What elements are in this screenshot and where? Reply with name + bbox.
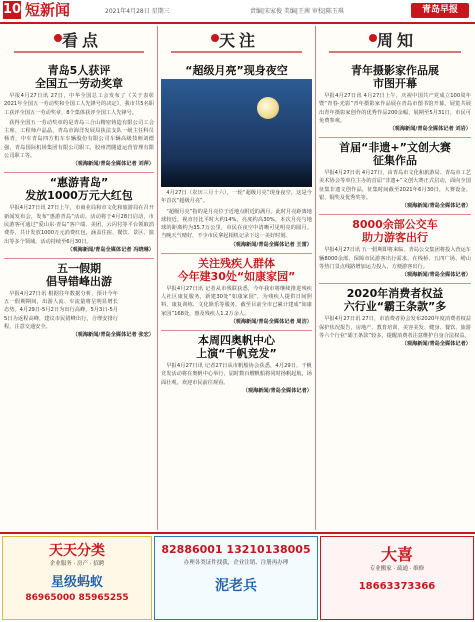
- column-kandian: [4, 24, 154, 530]
- story-source: （观海新闻/青岛全媒体记者 王雷）: [230, 241, 312, 248]
- ad-brand: 泥老兵: [215, 578, 257, 594]
- header-char: 天: [219, 31, 236, 50]
- ad-line: 企业服务 · 房产 · 招聘: [49, 561, 105, 567]
- story-title: 青岛5人获评 全国五一劳动奖章: [35, 64, 123, 90]
- story-title: 8000余部公交车 助力游客出行: [352, 218, 438, 245]
- ad-phone: 18663373366: [358, 581, 436, 592]
- column-divider: [157, 26, 158, 530]
- header-char: 知: [397, 31, 414, 50]
- story-divider: [4, 172, 154, 173]
- header-char: 周: [377, 31, 394, 50]
- story-body: 早报4月27日讯 五一假期即将来临，青岛公交集团将投入营运车辆8000余部，保障市民游客出行需求。在栈桥、五四广场、崂山等热门景点线路增加运力投入，方便游客出行。: [319, 247, 471, 270]
- header-char: 注: [239, 31, 256, 50]
- story-body: 早报4月27日讯 27日，市消费者协会发布2020年度消费者权益保护状况报告，房地产、教育培训、美容美发、健身、餐饮、旅游等六个行业“霸王条款”较多，提醒消费者注意维护自身合法权益。: [319, 316, 471, 339]
- story-divider: [319, 214, 471, 215]
- story-body: 早报4月27日讯 4月27日，由青岛市文化和旅游局、青岛市工艺美术协会等单位主办的首届“非遗+”文创大赛正式启动，面向全国征集非遗文创作品，征集时间截至2021年6月30日，大赛设金、银、铜奖及优秀奖等。: [319, 170, 471, 202]
- story-body: 早报4月27日讯 27日，中华全国总工会发布了《关于表彰2021年全国五一劳动奖和全国工人先锋号的决定》，我市共5名职工获评全国五一劳动奖章，8个集体获评全国工人先锋号。: [4, 93, 154, 116]
- column-guanzhu: [161, 24, 312, 530]
- story-divider: [161, 330, 312, 331]
- story-body: 早报4月27日讯 4月27日上午，庆祝中国共产党成立100周年暨“青春·光影”青年摄影家作品展在青岛市图书馆开幕。展览共展出青年摄影家创作的优秀作品200余幅，展期至5月31日，市民可免费参观。: [319, 93, 471, 124]
- column-zhouzhi: [319, 24, 471, 530]
- story-title: “惠游青岛” 发放1000万元大红包: [25, 176, 133, 203]
- moving-ad: [320, 536, 474, 620]
- section-name: 短新闻: [25, 1, 71, 19]
- page-number: 10: [3, 2, 22, 17]
- header-rule: [329, 51, 461, 53]
- photo-caption: 4月27日（农历三月十六），一轮“超级月亮”现身夜空，这是今年首次“超级月亮”。: [161, 190, 312, 205]
- story-title: 2020年消费者权益 六行业“霸王条款”多: [343, 287, 447, 314]
- column-header: [161, 24, 312, 62]
- story-body: 早报4月27日讯 记者27日从市帆船协会获悉，4月29日，千帆竞发活动将在奥帆中心举行，届时数百艘帆船将同时扬帆起航，场面壮观，欢迎市民前往观看。: [161, 362, 312, 386]
- editors-line: 责编|宋家俊 美编|王茜 审校|陈玉琪: [250, 8, 344, 15]
- date-line: 2021年4月28日 星期三: [105, 8, 170, 15]
- column-divider: [315, 26, 316, 530]
- story-title: 本周四奥帆中心 上演“千帆竞发”: [196, 333, 277, 360]
- story-source: （观海新闻/青岛全媒体记者）: [242, 387, 312, 394]
- story-title: “超级月亮”现身夜空: [185, 64, 288, 77]
- masthead: [0, 0, 475, 24]
- header-rule: [171, 51, 302, 53]
- story-divider: [319, 137, 471, 138]
- ad-phone: 86965000 85965255: [25, 593, 129, 603]
- story-title: 青年摄影家作品展 市图开幕: [351, 64, 439, 90]
- ad-brand: 大喜: [380, 545, 413, 564]
- ad-phone: 82886001 13210138005: [161, 543, 311, 556]
- classified-ad: [2, 536, 152, 620]
- story-title: 五一假期 倡导错峰出游: [46, 261, 112, 288]
- story-source: （观海新闻/青岛全媒体记者 刘岩）: [389, 126, 471, 133]
- story-body: 早报4月27日讯 根据往年数据分析，预计今年五一假期期间，出游人流、车流量将呈明显增长态势。4月29日-5月2日为出行高峰，5月3日-5月5日为返程高峰，建议市民错峰出行，合理安排行程，注意交通安全。: [4, 290, 118, 331]
- ad-line: 专业搬家 · 疏通 · 维修: [369, 566, 425, 572]
- story-body: “超级月亮”指的是月亮位于近地点附近的满月。此时月亮距离地球较近，视直径比平时大约14%，亮度约高30%。本次月亮与地球的距离约为35.7万公里，市民在夜空中清晰可见明亮的圆月。当晚天气晴好，不少市民拿起相机记录下这一美好时刻。: [161, 208, 312, 240]
- story-divider: [161, 253, 312, 254]
- header-dot-icon: [369, 34, 377, 42]
- advertisement-strip: [0, 532, 475, 622]
- story-title: 关注残疾人群体 今年建30处“如康家园”: [177, 256, 296, 283]
- story-source: （观海新闻/青岛全媒体记者）: [401, 272, 471, 279]
- story-divider: [4, 258, 154, 259]
- ad-title: 天天分类: [49, 543, 105, 559]
- story-source: （观海新闻/青岛全媒体记者 张宏）: [72, 332, 154, 339]
- story-title: 首届“非遗+”文创大赛 征集作品: [339, 141, 451, 168]
- header-dot-icon: [211, 34, 219, 42]
- moon-icon: [257, 97, 279, 119]
- story-source: （观海新闻/青岛全媒体记者 刘萍）: [72, 161, 154, 168]
- story-body: 早报4月27日讯 记者从市残联获悉，今年我市将继续推进残疾人社区康复服务，新建30处“如康家园”，为残疾人提供日间照料、康复训练、文化娱乐等服务，截至目前全市已累计建成“如康家园”168处，惠及残疾人1.2万余人。: [161, 285, 312, 317]
- story-source: （观海新闻/青岛全媒体记者 周洁）: [230, 318, 312, 325]
- story-source: （观海新闻/青岛全媒体记者）: [401, 341, 471, 348]
- service-ad: [154, 536, 318, 620]
- column-header: [319, 24, 471, 62]
- ad-line: 办理各类证件找我，企业注销、注册再办理: [183, 560, 289, 566]
- supermoon-photo: [161, 79, 312, 187]
- newspaper-logo: 青岛早报: [411, 3, 469, 18]
- story-divider: [319, 283, 471, 284]
- header-rule: [14, 51, 144, 53]
- story-source: （观海新闻/青岛全媒体记者 冯晓琳）: [67, 246, 154, 253]
- header-dot-icon: [54, 34, 62, 42]
- story-source: （观海新闻/青岛全媒体记者）: [401, 203, 471, 210]
- story-body: 早报4月27日讯 27日上午，市商业局和市文化和旅游局在召开新闻发布会，发布“惠游青岛”活动。活动将于4月28日启动，市民游客可通过“爱山东·青岛”客户端、美团、云闪付等平台领取消费券，共计发放1000万元消费红包，涵盖住宿、餐饮、景区、演出等多个领域，活动持续至6月30日。: [4, 205, 154, 245]
- story-body: 获得全国五一劳动奖章的是青岛三合山精密铸造有限公司工会主席、工程师卢晶晶，青岛市海洋发展局执法支队一级主任科员杨青，中车青岛四方机车车辆股份有限公司车辆高级技师刘德强，青岛国际机场集团有限公司职工，胶州湾隧道运营管理有限公司职工等。: [4, 119, 154, 160]
- header-char: 点: [82, 31, 99, 50]
- column-header: [4, 24, 154, 62]
- header-char: 看: [62, 31, 79, 50]
- ad-brand: 星级蚂蚁: [50, 575, 103, 590]
